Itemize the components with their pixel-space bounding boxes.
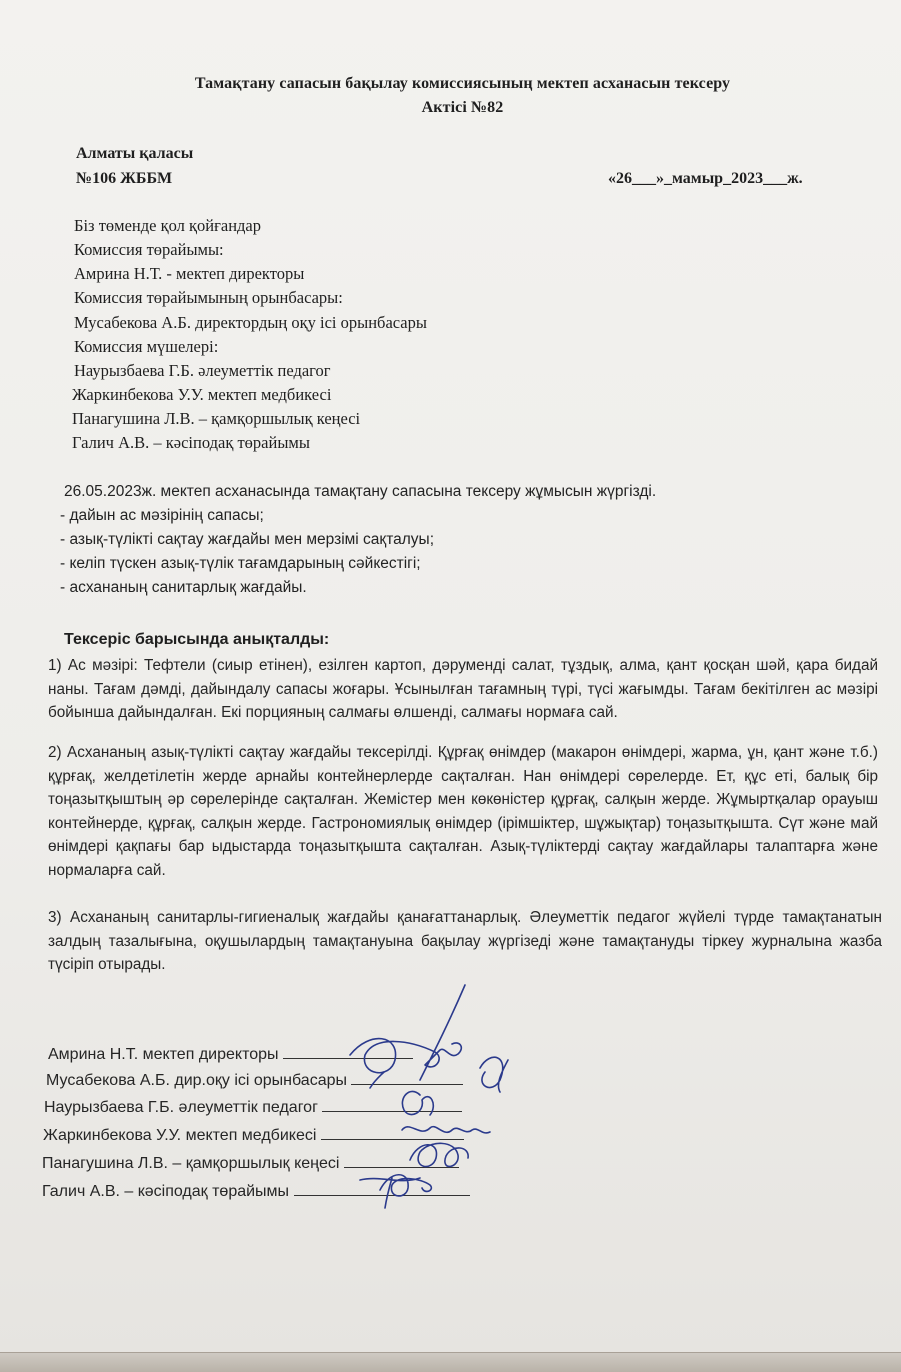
- table-edge: [0, 1352, 901, 1372]
- member-item: Жаркинбекова У.У. мектеп медбикесі: [72, 385, 332, 404]
- inspection-item: - келіп түскен азық-түлік тағамдарының сәйкестігі;: [60, 555, 421, 572]
- commission-intro: Біз төменде қол қойғандар: [74, 216, 261, 235]
- handwritten-signatures: [340, 980, 540, 1210]
- deputy-label: Комиссия төрайымының орынбасары:: [74, 288, 343, 307]
- signature-nurse: [402, 1127, 490, 1133]
- finding-paragraph-sanitary: 3) Асхананың санитарлы-гигиеналық жағдайы қанағаттанарлық. Әлеуметтік педагог жүйелі түрде тамақтанатын залдың тазалығына, оқушылардың тамақтануына бақылау жүргізеді және тамақтануды тіркеу журналына жазба түсіріп отырады.: [48, 909, 882, 973]
- member-item: Наурызбаева Г.Б. әлеуметтік педагог: [74, 361, 331, 380]
- document-title: Тамақтану сапасын бақылау комиссиясының мектеп асханасын тексеру: [194, 75, 731, 92]
- signatory-name: Амрина Н.Т. мектеп директоры: [48, 1046, 279, 1063]
- signature-union: [360, 1175, 431, 1208]
- document-act-number: Актісі №82: [421, 99, 504, 116]
- city: Алматы қаласы: [76, 145, 194, 162]
- inspection-intro: 26.05.2023ж. мектеп асханасында тамақтану сапасына тексеру жұмысын жүргізді.: [64, 483, 657, 500]
- signatory-name: Наурызбаева Г.Б. әлеуметтік педагог: [44, 1099, 318, 1116]
- signature-director: [350, 985, 465, 1080]
- finding-paragraph-storage: 2) Асхананың азық-түлікті сақтау жағдайы тексерілді. Құрғақ өнімдер (макарон өнімдері, жарма, ұн, қант және т.б.) құрғақ, желдетілетін жерде арнайы контейнерлерде сақталған. Нан өнімдері сөрелерде. Ет, құс еті, балық бір тоңазытқыштың әр сөрелерінде сақталған. Жемістер мен көкөністер құрғақ, салқын жерде. Жұмыртқалар орауыш контейнерде, құрғақ, салқын жерде. Гастрономиялық өнімдер (ірімшіктер, шұжықтар) тоңазытқышта. Сүт және май өнімдері қақпағы бар ыдыстарда тоңазытқышта сақталған. Азық-түліктерді сақтау жағдайлары талаптарға және нормаларға сай.: [48, 744, 878, 879]
- deputy-name: Мусабекова А.Б. директордың оқу ісі орынбасары: [74, 313, 427, 332]
- signatory-name: Жаркинбекова У.У. мектеп медбикесі: [43, 1127, 317, 1144]
- signature-social-pedagogue: [370, 1072, 433, 1115]
- signatory-name: Панагушина Л.В. – қамқоршылық кеңесі: [42, 1155, 340, 1172]
- member-item: Галич А.В. – кәсіподақ төрайымы: [72, 433, 310, 452]
- chair-label: Комиссия төрайымы:: [74, 240, 224, 259]
- inspection-item: - дайын ас мәзірінің сапасы;: [60, 507, 264, 524]
- chair-name: Амрина Н.Т. - мектеп директоры: [74, 264, 305, 283]
- finding-paragraph-menu: 1) Ас мәзірі: Тефтели (сиыр етінен), езілген картоп, дәруменді салат, тұздық, алма, қант қосқан шәй, қара бидай наны. Тағам дәмді, дайындалу сапасы жоғары. Ұсынылған тағамның түрі, түсі жағымды. Тағам бекітілген ас мәзірі бойынша дайындалған. Екі порцияның салмағы өлшенді, салмағы нормаға сай.: [48, 657, 878, 721]
- school-name: №106 ЖББМ: [76, 170, 173, 187]
- members-label: Комиссия мүшелері:: [74, 337, 219, 356]
- findings-title: Тексеріс барысында анықталды:: [64, 631, 330, 648]
- signature-deputy: [480, 1057, 508, 1092]
- inspection-item: - асхананың санитарлық жағдайы.: [60, 579, 307, 596]
- signatory-name: Мусабекова А.Б. дир.оқу ісі орынбасары: [46, 1072, 347, 1089]
- member-item: Панагушина Л.В. – қамқоршылық кеңесі: [72, 409, 361, 428]
- signature-council: [410, 1143, 468, 1166]
- signatory-name: Галич А.В. – кәсіподақ төрайымы: [42, 1183, 290, 1200]
- inspection-item: - азық-түлікті сақтау жағдайы мен мерзімі сақталуы;: [60, 531, 434, 548]
- document-date: «26___»_мамыр_2023___ж.: [608, 170, 803, 187]
